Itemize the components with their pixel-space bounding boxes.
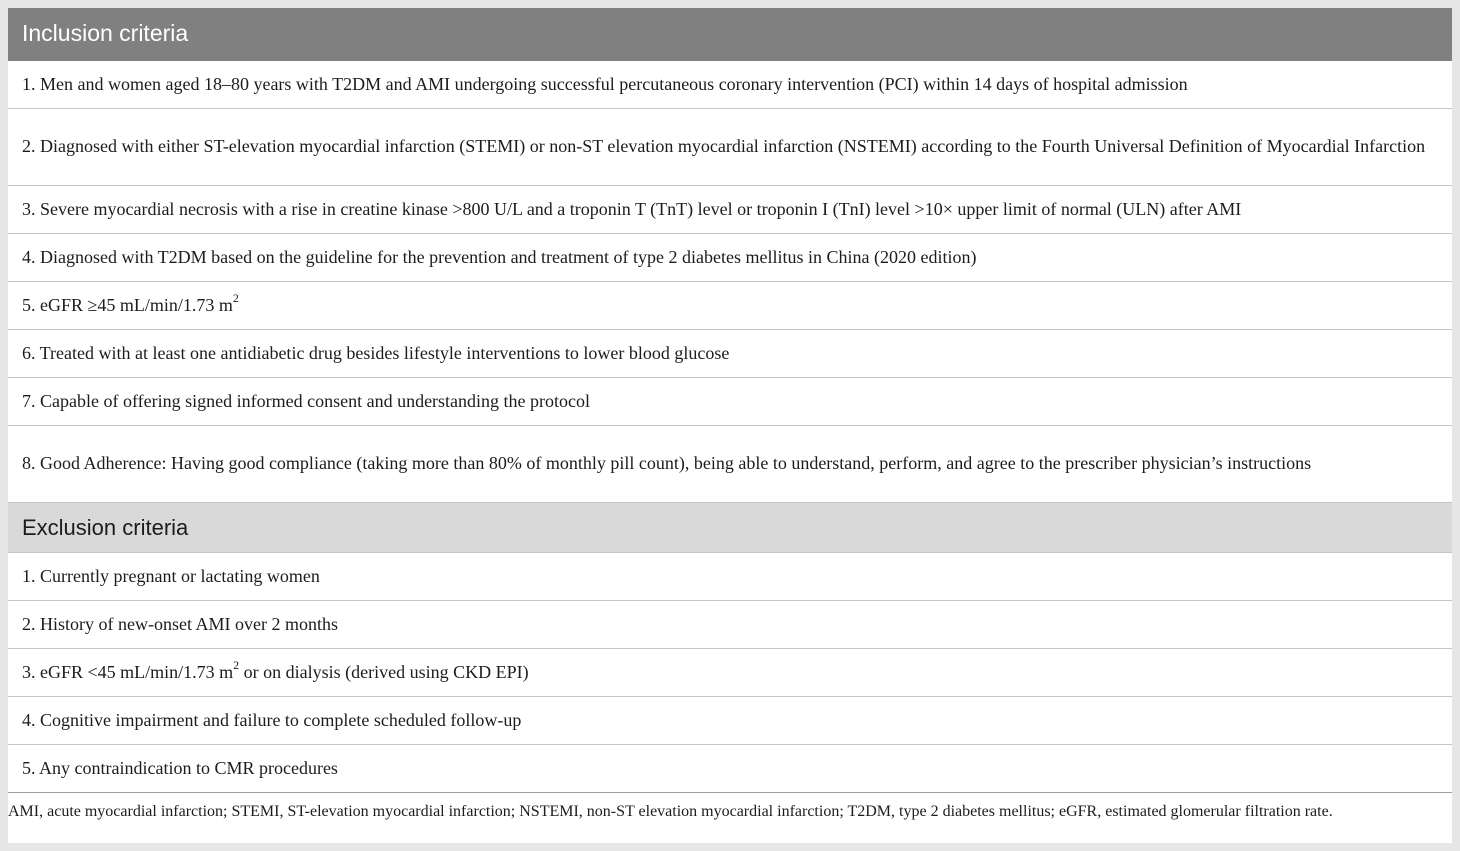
table-row (8, 425, 1452, 502)
table-row (8, 600, 1452, 648)
table-row (8, 377, 1452, 425)
exclusion-item-3-superscript: 2 (233, 657, 240, 672)
table-row (8, 185, 1452, 233)
table-row (8, 329, 1452, 377)
inclusion-item-8: 8. Good Adherence: Having good compliance (taking more than 80% of monthly pill count), being able to understand, perform, and agree to the prescriber physician’s instructions (8, 425, 1452, 502)
exclusion-item-3-text-after: or on dialysis (derived using CKD EPI) (239, 661, 529, 682)
exclusion-item-1: 1. Currently pregnant or lactating women (8, 552, 1452, 600)
table-row (8, 108, 1452, 185)
inclusion-header-row (8, 8, 1452, 60)
inclusion-item-4: 4. Diagnosed with T2DM based on the guideline for the prevention and treatment of type 2 diabetes mellitus in China (2020 edition) (8, 233, 1452, 281)
table-row (8, 60, 1452, 108)
inclusion-item-5 (8, 281, 1452, 329)
exclusion-item-5: 5. Any contraindication to CMR procedures (8, 744, 1452, 792)
table-row (8, 552, 1452, 600)
criteria-table (8, 8, 1452, 793)
inclusion-item-5-superscript: 2 (232, 290, 239, 305)
inclusion-item-6: 6. Treated with at least one antidiabetic drug besides lifestyle interventions to lower blood glucose (8, 329, 1452, 377)
exclusion-item-2: 2. History of new-onset AMI over 2 months (8, 600, 1452, 648)
exclusion-header-row (8, 502, 1452, 552)
table-row (8, 233, 1452, 281)
inclusion-item-1: 1. Men and women aged 18–80 years with T2DM and AMI undergoing successful percutaneous coronary intervention (PCI) within 14 days of hospital admission (8, 60, 1452, 108)
exclusion-item-4: 4. Cognitive impairment and failure to complete scheduled follow-up (8, 696, 1452, 744)
inclusion-item-2: 2. Diagnosed with either ST-elevation myocardial infarction (STEMI) or non-ST elevation myocardial infarction (NSTEMI) according to the Fourth Universal Definition of Myocardial Infarction (8, 108, 1452, 185)
exclusion-header: Exclusion criteria (8, 502, 1452, 552)
inclusion-item-7: 7. Capable of offering signed informed consent and understanding the protocol (8, 377, 1452, 425)
inclusion-header: Inclusion criteria (8, 8, 1452, 60)
inclusion-item-5-text: 5. eGFR ≥45 mL/min/1.73 m (22, 294, 233, 315)
table-row (8, 648, 1452, 696)
inclusion-item-3: 3. Severe myocardial necrosis with a rise in creatine kinase >800 U/L and a troponin T (TnT) level or troponin I (TnI) level >10× upper limit of normal (ULN) after AMI (8, 185, 1452, 233)
exclusion-item-3 (8, 648, 1452, 696)
exclusion-item-3-text: 3. eGFR <45 mL/min/1.73 m (22, 661, 234, 682)
table-row (8, 696, 1452, 744)
table-row (8, 744, 1452, 792)
table-footnote: AMI, acute myocardial infarction; STEMI, ST-elevation myocardial infarction; NSTEMI, non-ST elevation myocardial infarction; T2DM, type 2 diabetes mellitus; eGFR, estimated glomerular filtration rate. (8, 802, 1333, 820)
table-row (8, 281, 1452, 329)
criteria-document (8, 8, 1452, 843)
